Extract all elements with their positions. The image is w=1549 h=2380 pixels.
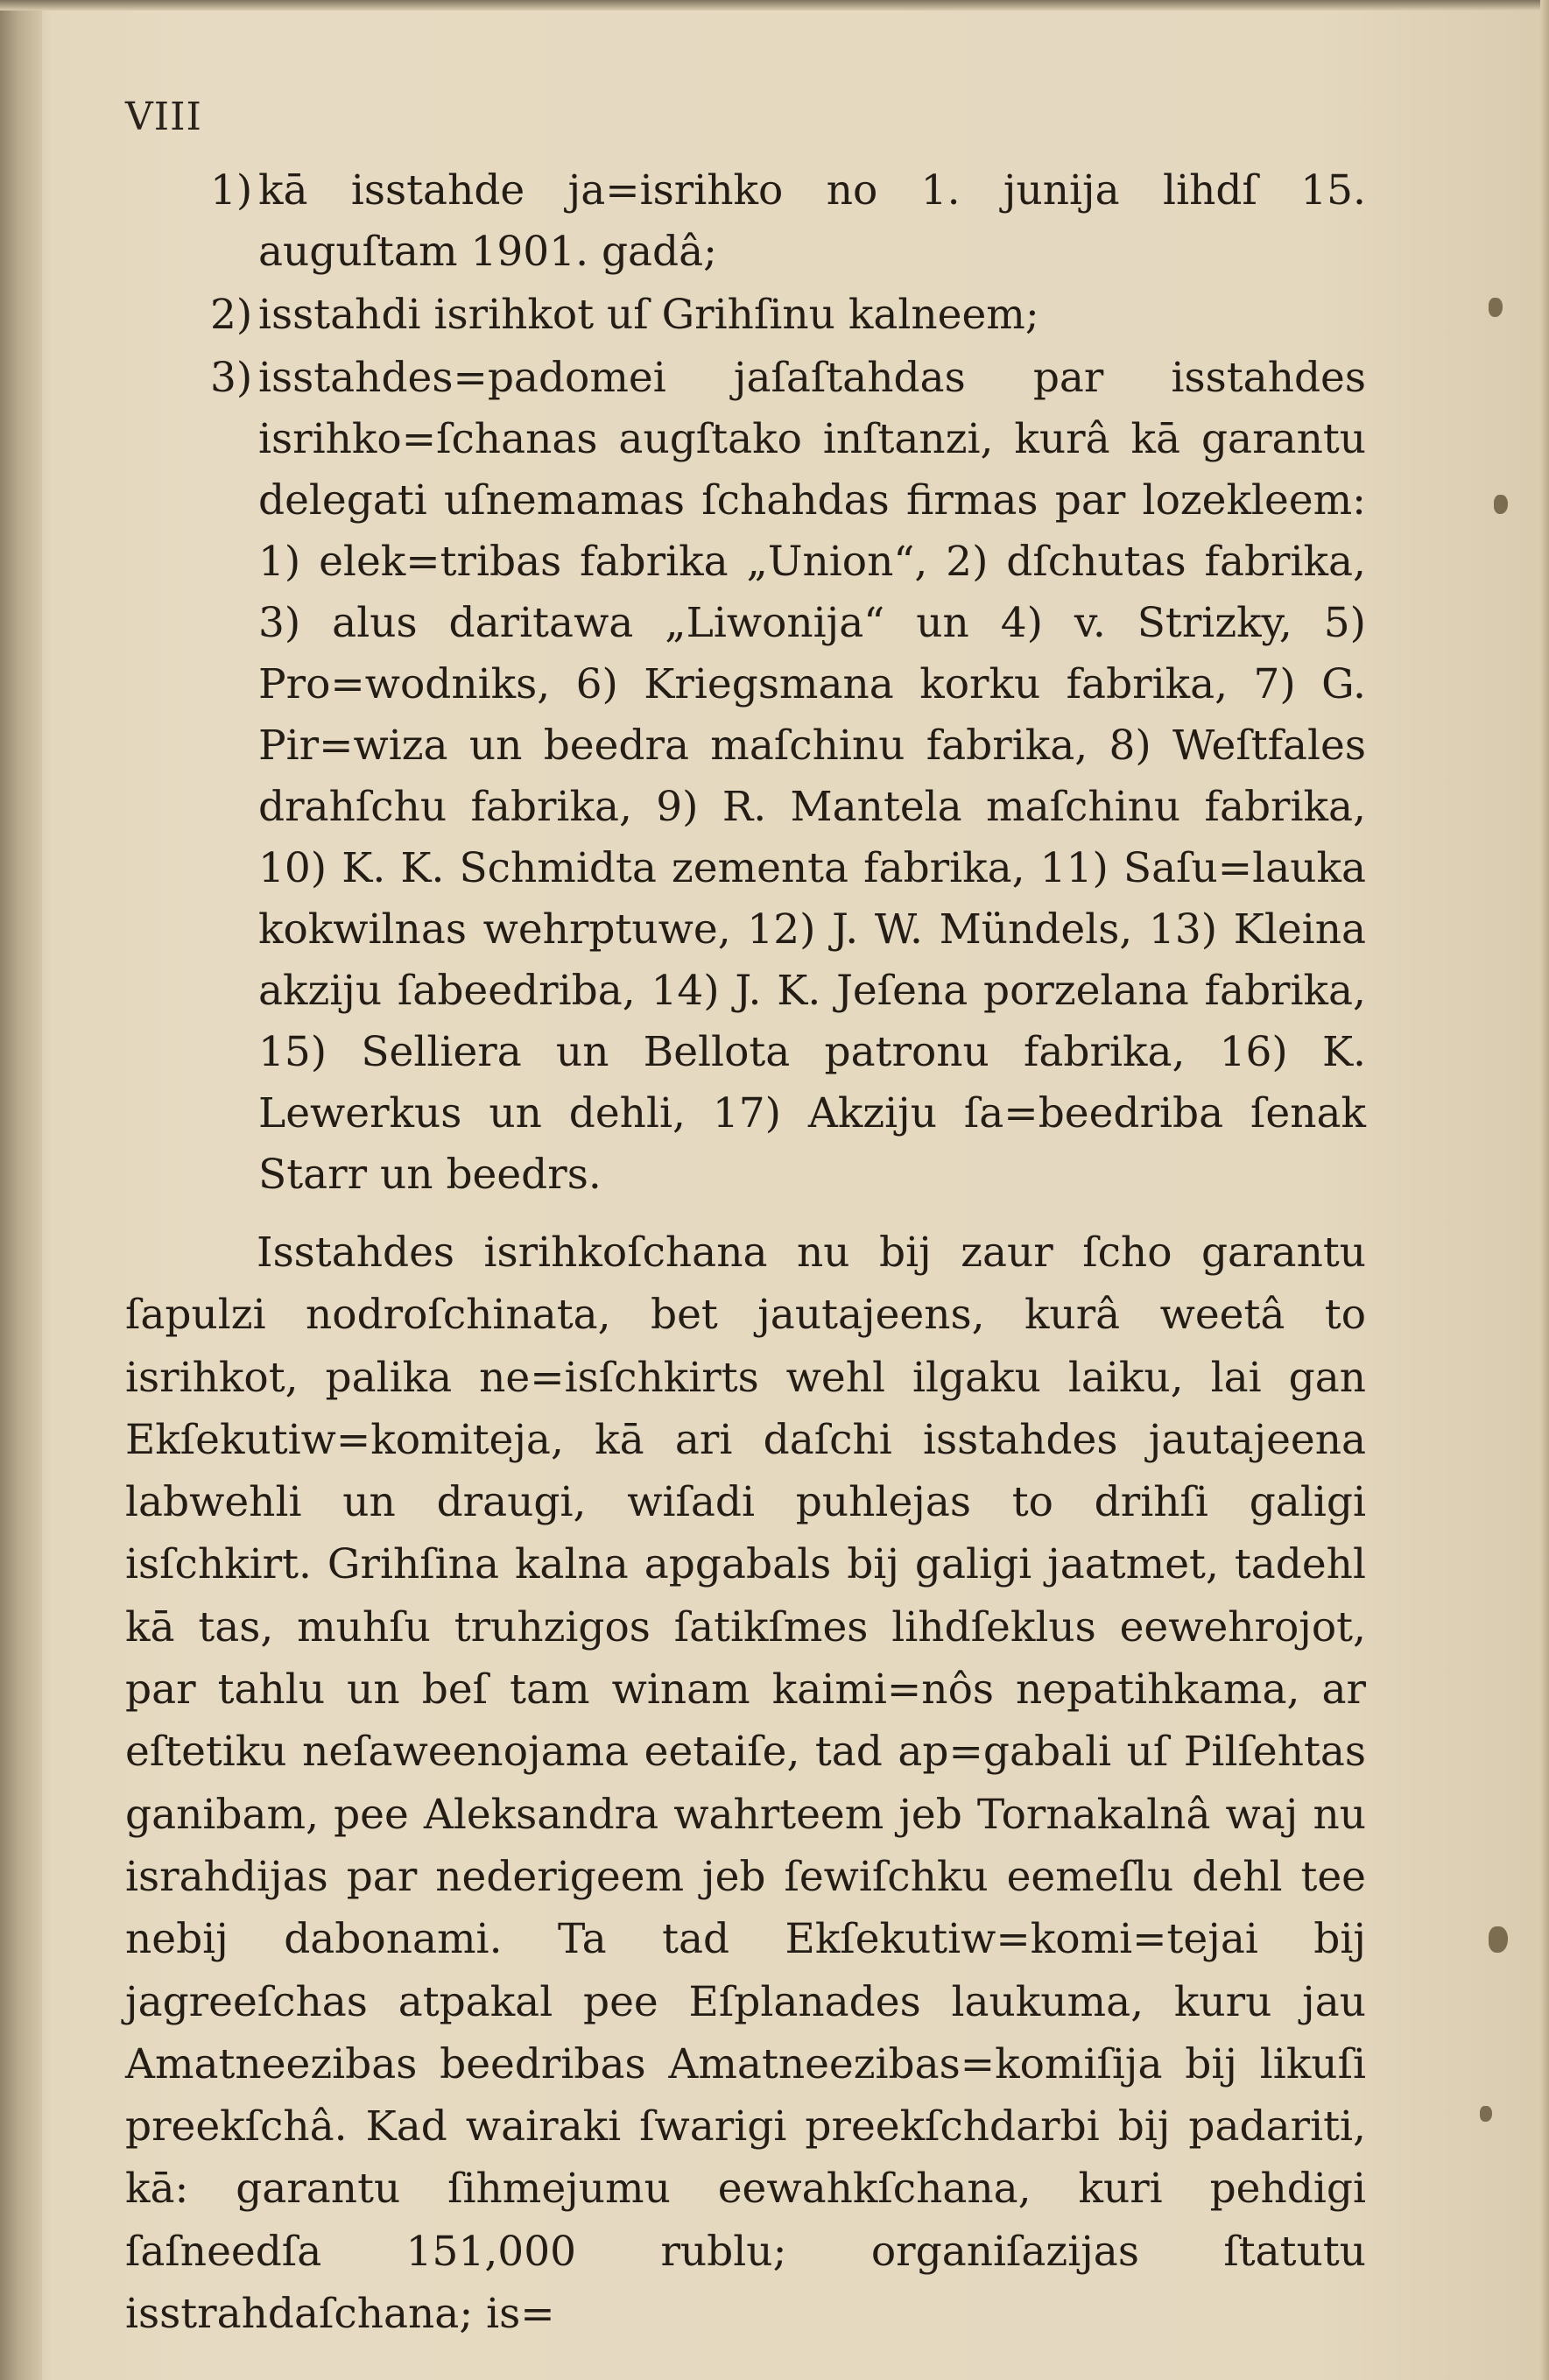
list-marker-2: 2) bbox=[210, 291, 253, 339]
list-item-1-text: kā isstahde ja=isrihko no 1. junija lihdſ 15. auguſtam 1901. gadâ; bbox=[258, 166, 1366, 276]
page-top-edge bbox=[0, 0, 1549, 11]
page-number: VIII bbox=[125, 95, 202, 139]
margin-ink-mark bbox=[1480, 2106, 1492, 2122]
list-item-1 bbox=[210, 160, 1366, 283]
margin-ink-mark bbox=[1494, 495, 1508, 514]
body-paragraph: Isstahdes isrihkoſchana nu bij zaur ſcho garantu ſapulzi nodroſchinata, bet jautajeens, kurâ weetâ to isrihkot, palika ne=isſchkirts wehl ilgaku laiku, lai gan Ekſekutiw=komiteja, kā ari daſchi isstahdes jautajeena labwehli un draugi, wiſadi puhlejas to drihſi galigi isſchkirt. Grihſina kalna apgabals bij galigi jaatmet, tadehl kā tas, muhſu truhzigos ſatikſmes lihdſeklus eewehrojot, par tahlu un beſ tam winam kaimi=nôs nepatihkama, ar eſtetiku neſaweenojama eetaiſe, tad ap=gabali uſ Pilſehtas ganibam, pee Aleksandra wahrteem jeb Tornakalnâ waj nu israhdijas par nederigeem jeb ſewiſchku eemeſlu dehl tee nebij dabonami. Ta tad Ekſekutiw=komi=tejai bij jagreeſchas atpakal pee Eſplanades laukuma, kuru jau Amatneezibas beedribas Amatneezibas=komiſija bij likuſi preekſchâ. Kad wairaki ſwarigi preekſchdarbi bij padariti, kā: garantu ſihmejumu eewahkſchana, kuri pehdigi ſaſneedſa 151,000 rublu; organiſazijas ſtatutu isstrahdaſchana; is= bbox=[125, 1229, 1366, 2339]
list-item-3 bbox=[210, 348, 1366, 1206]
list-marker-3: 3) bbox=[210, 354, 253, 402]
list-item-2 bbox=[210, 285, 1366, 346]
margin-ink-mark bbox=[1489, 298, 1503, 317]
margin-ink-mark bbox=[1489, 1926, 1508, 1953]
list-marker-1: 1) bbox=[210, 166, 253, 215]
list-item-3-text: isstahdes=padomei jaſaſtahdas par isstahdes isrihko=ſchanas augſtako inſtanzi, kurâ kā garantu delegati uſnemamas ſchahdas firmas par lozekleem: 1) elek=tribas fabrika „Union“, 2) dſchutas fabrika, 3) alus daritawa „Liwonija“ un 4) v. Strizky, 5) Pro=wodniks, 6) Kriegsmana korku fabrika, 7) G. Pir=wiza un beedra maſchinu fabrika, 8) Weſtfales drahſchu fabrika, 9) R. Mantela maſchinu fabrika, 10) K. K. Schmidta zementa fabrika, 11) Saſu=lauka kokwilnas wehrptuwe, 12) J. W. Mündels, 13) Kleina akziju ſabeedriba, 14) J. K. Jeſena porzelana fabrika, 15) Selliera un Bellota patronu fabrika, 16) K. Lewerkus un dehli, 17) Akziju ſa=beedriba ſenak Starr un beedrs. bbox=[258, 354, 1366, 1199]
page-right-edge bbox=[1540, 0, 1549, 2380]
book-binding-shadow bbox=[0, 0, 42, 2380]
list-item-2-text: isstahdi isrihkot uſ Grihſinu kalneem; bbox=[258, 291, 1039, 339]
